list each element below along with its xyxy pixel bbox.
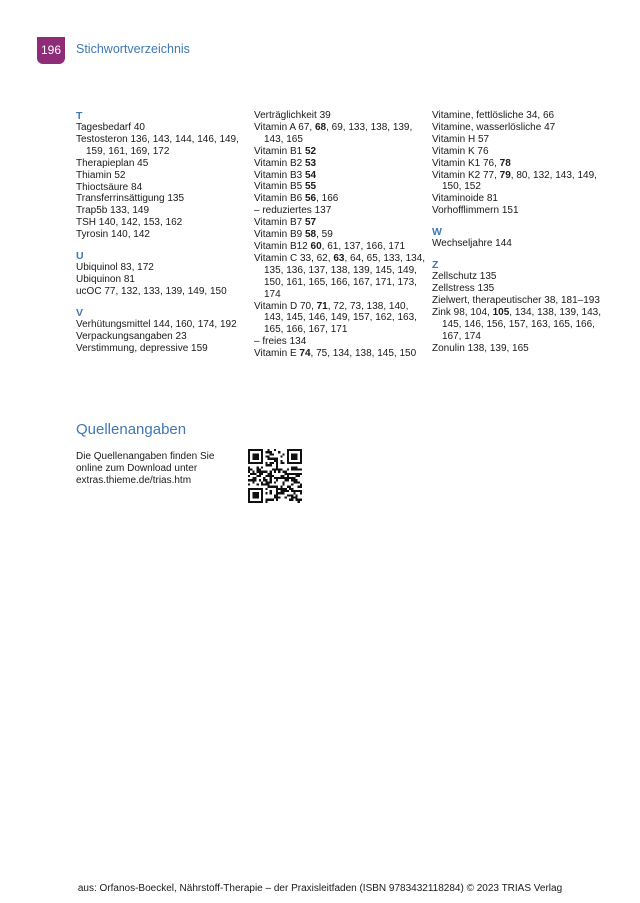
index-entry: Vitamin K2 77, 79, 80, 132, 143, 149, 150, 152 xyxy=(432,169,597,193)
index-entry: Vitamin B1 52 xyxy=(254,145,317,157)
section-gap xyxy=(76,241,246,250)
index-letter-heading: T xyxy=(76,110,83,122)
sources-text xyxy=(76,451,241,487)
index-entry: Transferrinsättigung 135 xyxy=(76,193,185,205)
sources-heading: Quellenangaben xyxy=(76,421,187,438)
index-entry: Trap5b 133, 149 xyxy=(76,205,150,217)
index-entry: Zielwert, therapeutischer 38, 181–193 xyxy=(432,294,600,306)
index-column-2 xyxy=(254,110,426,360)
index-letter-heading: W xyxy=(432,226,442,239)
sources-line: online zum Download unter xyxy=(76,462,198,474)
index-entry: Vorhofflimmern 151 xyxy=(432,205,519,217)
page-number-badge: 196 xyxy=(37,37,65,64)
index-entry: Zellstress 135 xyxy=(432,282,495,294)
sources-link[interactable]: extras.thieme.de/trias.htm xyxy=(76,474,192,486)
index-entry: Vitamin K1 76, 78 xyxy=(432,157,511,169)
index-entry: – reduziertes 137 xyxy=(254,205,332,217)
index-entry: Thiamin 52 xyxy=(76,169,126,181)
qr-code-icon[interactable] xyxy=(248,449,302,503)
index-entry: Vitamin B9 58, 59 xyxy=(254,229,333,241)
index-entry: Vitamin K 76 xyxy=(432,145,489,157)
index-entry: Zink 98, 104, 105, 134, 138, 139, 143, 145, 146, 156, 157, 163, 165, 166, 167, 174 xyxy=(432,306,602,342)
index-column-1 xyxy=(76,110,246,355)
index-entry: Tagesbedarf 40 xyxy=(76,122,145,133)
index-entry: Tyrosin 140, 142 xyxy=(76,229,150,241)
index-entry: Zonulin 138, 139, 165 xyxy=(432,342,529,354)
index-letter-heading: V xyxy=(76,306,84,319)
sources-line: Die Quellenangaben finden Sie xyxy=(76,451,215,462)
index-entry: Vitamin B7 57 xyxy=(254,217,317,229)
footer-citation: aus: Orfanos-Boeckel, Nährstoff-Therapie – der Praxisleitfaden (ISBN 9783432118284) © 2023 TRIAS Verlag xyxy=(77,883,563,894)
index-entry: Vitaminoide 81 xyxy=(432,193,498,205)
index-entry: Vitamin B5 55 xyxy=(254,181,317,193)
index-entry: Vitamin H 57 xyxy=(432,133,490,145)
index-entry: Vitamin C 33, 62, 63, 64, 65, 133, 134, 135, 136, 137, 138, 139, 145, 149, 150, 161, 165, 166, 167, 171, 173, 174 xyxy=(254,252,426,300)
index-entry: Zellschutz 135 xyxy=(432,271,497,283)
section-gap xyxy=(432,250,604,259)
index-entry: Vitamin B3 54 xyxy=(254,169,317,181)
index-letter-heading: U xyxy=(76,250,84,263)
index-entry: Verstimmung, depressive 159 xyxy=(76,342,208,354)
index-entry: Testosteron 136, 143, 144, 146, 149, 159, 161, 169, 172 xyxy=(76,133,239,157)
index-entry: – freies 134 xyxy=(254,336,307,348)
index-letter-heading: Z xyxy=(432,259,439,272)
index-entry: ucOC 77, 132, 133, 139, 149, 150 xyxy=(76,285,227,297)
index-entry: Vitamin D 70, 71, 72, 73, 138, 140, 143, 145, 146, 149, 157, 162, 163, 165, 166, 167, 171 xyxy=(254,300,417,336)
index-entry: Vitamin E 74, 75, 134, 138, 145, 150 xyxy=(254,348,417,360)
section-gap xyxy=(432,217,604,226)
index-entry: Wechseljahre 144 xyxy=(432,238,512,250)
index-entry: Therapieplan 45 xyxy=(76,157,149,169)
page-title: Stichwortverzeichnis xyxy=(76,42,190,56)
index-entry: Vitamin A 67, 68, 69, 133, 138, 139, 143, 165 xyxy=(254,121,413,145)
index-entry: Thioctsäure 84 xyxy=(76,181,143,193)
index-entry: Vitamin B2 53 xyxy=(254,157,317,169)
index-entry: TSH 140, 142, 153, 162 xyxy=(76,217,183,229)
index-entry: Vitamin B6 56, 166 xyxy=(254,193,339,205)
index-entry: Vitamin B12 60, 61, 137, 166, 171 xyxy=(254,240,406,252)
index-entry: Ubiquinol 83, 172 xyxy=(76,262,154,274)
index-entry: Vitamine, wasserlösliche 47 xyxy=(432,121,556,133)
index-entry: Ubiquinon 81 xyxy=(76,273,135,285)
index-entry: Verhütungsmittel 144, 160, 174, 192 xyxy=(76,318,237,330)
index-entry: Verpackungsangaben 23 xyxy=(76,330,187,342)
section-gap xyxy=(76,298,246,307)
index-entry: Vitamine, fettlösliche 34, 66 xyxy=(432,110,555,121)
index-entry: Verträglichkeit 39 xyxy=(254,110,331,121)
index-column-3 xyxy=(432,110,604,354)
